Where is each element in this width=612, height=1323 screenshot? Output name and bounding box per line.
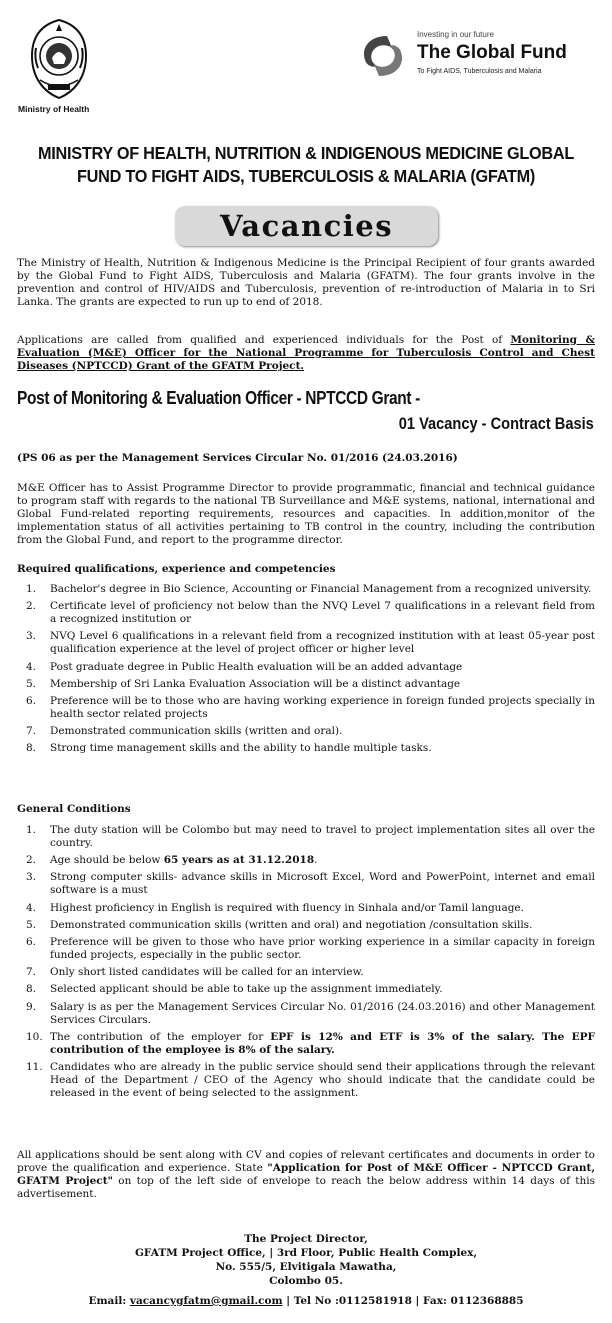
description-paragraph: M&E Officer has to Assist Programme Director to provide programmatic, financial and technical guidance to program staff with regards to the national TB Surveillance and M&E systems, national, international and Global Fund-related reporting requirements, resources and capacities. In addition,monitor of the implementation status of all activities pertaining to TB control in the country, including the contribution from the Global Fund, and report to the programme director.	[17, 482, 595, 546]
list-item	[17, 1061, 595, 1100]
list-text: Membership of Sri Lanka Evaluation Association will be a distinct advantage	[50, 677, 461, 690]
list-text: Demonstrated communication skills (written and oral) and negotiation /consultation skills.	[50, 918, 533, 931]
global-fund-subtitle: To Fight AIDS, Tuberculosis and Malaria	[417, 68, 542, 75]
conditions-list	[17, 824, 595, 1104]
list-text-pre: Age should be below	[50, 854, 164, 867]
contact-block	[0, 1232, 612, 1308]
global-fund-tagline: Investing in our future	[417, 30, 494, 39]
title-line-2: FUND TO FIGHT AIDS, TUBERCULOSIS & MALARIA (GFATM)	[77, 166, 535, 186]
list-item	[17, 1031, 595, 1057]
list-number: 2.	[26, 600, 37, 613]
contact-line-5	[0, 1294, 612, 1308]
list-number: 6.	[26, 694, 37, 707]
list-number: 4.	[26, 901, 37, 914]
list-text-post: .	[314, 854, 318, 867]
global-fund-swirl-icon	[357, 32, 409, 80]
list-item	[17, 983, 595, 996]
list-item	[17, 742, 595, 755]
contact-line-4: Colombo 05.	[269, 1275, 343, 1287]
list-item	[17, 661, 595, 674]
list-item	[17, 854, 595, 867]
list-item	[17, 600, 595, 626]
list-item	[17, 871, 595, 897]
list-text: Salary is as per the Management Services Circular No. 01/2016 (24.03.2016) and other Management Services Circulars.	[50, 1000, 595, 1026]
global-fund-logo	[357, 30, 597, 86]
closing-bold: "Application for Post of M&E Officer - NPTCCD Grant, GFATM Project"	[17, 1162, 595, 1187]
closing-prefix: All applications should be sent along with CV and copies of relevant certificates and documents in order to prove the qualification and experience. State	[17, 1149, 595, 1174]
list-number: 7.	[26, 725, 37, 738]
list-item	[17, 630, 595, 656]
intro-paragraph: The Ministry of Health, Nutrition & Indigenous Medicine is the Principal Recipient of four grants awarded by the Global Fund to Fight AIDS, Tuberculosis and Malaria (GFATM). The four grants involve in the prevention and control of HIV/AIDS and Tuberculosis, prevention of re-introduction of Malaria in to Sri Lanka. The grants are expected to run up to end of 2018.	[17, 257, 595, 308]
list-text-pre: The contribution of the employer for	[50, 1030, 271, 1043]
list-text: Demonstrated communication skills (written and oral).	[50, 725, 343, 738]
contact-line-2: GFATM Project Office, | 3rd Floor, Public Health Complex,	[134, 1247, 478, 1259]
list-text: Strong computer skills- advance skills in Microsoft Excel, Word and PowerPoint, internet and email software is a must	[50, 871, 595, 897]
list-item	[17, 583, 595, 596]
list-item	[17, 902, 595, 915]
list-number: 3.	[26, 871, 37, 884]
email-link[interactable]: vacancygfatm@gmail.com	[129, 1295, 283, 1307]
email-label: Email:	[88, 1295, 130, 1307]
list-number: 8.	[26, 983, 37, 996]
list-number: 4.	[26, 660, 37, 673]
list-text: Bachelor's degree in Bio Science, Accounting or Financial Management from a recognized university.	[50, 583, 592, 595]
list-number: 1.	[26, 583, 37, 595]
list-number: 10.	[26, 1030, 43, 1043]
list-text: Post graduate degree in Public Health evaluation will be an added advantage	[50, 660, 463, 673]
vacancies-banner: Vacancies	[175, 206, 438, 246]
list-item	[17, 695, 595, 721]
conditions-heading: General Conditions	[17, 803, 131, 815]
ps-line: (PS 06 as per the Management Services Circular No. 01/2016 (24.03.2016)	[17, 452, 458, 464]
list-text: Strong time management skills and the ability to handle multiple tasks.	[50, 742, 432, 755]
sri-lanka-emblem-icon	[26, 18, 92, 102]
ministry-label: Ministry of Health	[18, 104, 90, 114]
list-number: 3.	[26, 630, 37, 643]
list-text: The duty station will be Colombo but may need to travel to project implementation sites all over the country.	[50, 824, 595, 849]
qualifications-list	[17, 583, 595, 760]
phone-fax: | Tel No :0112581918 | Fax: 0112368885	[282, 1295, 524, 1307]
page-title	[31, 142, 582, 188]
list-item	[17, 824, 595, 850]
list-number: 11.	[26, 1060, 43, 1073]
list-number: 5.	[26, 918, 37, 931]
list-text: NVQ Level 6 qualifications in a relevant field from a recognized institution with at least 05-year post qualification experience at the level of project officer or higher level	[50, 630, 595, 656]
list-number: 1.	[26, 824, 37, 836]
list-text-bold: 65 years as at 31.12.2018	[163, 854, 315, 867]
list-text: Candidates who are already in the public service should send their applications through the relevant Head of the Department / CEO of the Agency who should indicate that the candidate could be released in the event of being selected to the assignment.	[50, 1060, 595, 1099]
closing-suffix: on top of the left side of envelope to reach the below address within 14 days of this advertisement.	[17, 1175, 595, 1200]
post-title: Post of Monitoring & Evaluation Officer - NPTCCD Grant -	[17, 388, 421, 408]
list-number: 8.	[26, 742, 37, 755]
list-item	[17, 1001, 595, 1027]
list-item	[17, 919, 595, 932]
list-text: Selected applicant should be able to take up the assignment immediately.	[50, 983, 443, 996]
list-item	[17, 966, 595, 979]
list-number: 2.	[26, 854, 37, 867]
list-number: 5.	[26, 677, 37, 690]
list-text: Only short listed candidates will be called for an interview.	[50, 966, 364, 979]
ministry-emblem-block	[18, 18, 102, 114]
header	[0, 0, 612, 130]
list-text: Highest proficiency in English is required with fluency in Sinhala and/or Tamil language.	[50, 901, 524, 914]
list-item	[17, 725, 595, 738]
list-text: Preference will be to those who are having working experience in foreign funded projects specially in health sector related projects	[50, 694, 595, 720]
list-text: Certificate level of proficiency not below than the NVQ Level 7 qualifications in a relevant field from a recognized institution or	[50, 600, 595, 626]
list-text-bold: EPF is 12% and ETF is 3% of the salary. The EPF contribution of the employee is 8% of the salary.	[50, 1030, 595, 1056]
global-fund-name: The Global Fund	[417, 42, 567, 63]
list-number: 9.	[26, 1000, 37, 1013]
list-number: 6.	[26, 935, 37, 948]
qualifications-heading: Required qualifications, experience and competencies	[17, 563, 336, 575]
list-item	[17, 936, 595, 962]
call-paragraph	[17, 334, 595, 373]
list-text: Preference will be given to those who have prior working experience in a similar capacity in foreign funded projects, especially in the public sector.	[50, 935, 595, 961]
call-prefix: Applications are called from qualified and experienced individuals for the Post of	[17, 334, 511, 346]
list-number: 7.	[26, 966, 37, 979]
contact-line-3: No. 555/5, Elvitigala Mawatha,	[215, 1261, 397, 1273]
title-line-1: MINISTRY OF HEALTH, NUTRITION & INDIGENOUS MEDICINE GLOBAL	[38, 143, 574, 163]
contact-line-1: The Project Director,	[244, 1233, 368, 1245]
closing-paragraph	[17, 1149, 595, 1201]
call-post-name: Monitoring & Evaluation (M&E) Officer for the National Programme for Tuberculosis Control and Chest Diseases (NPTCCD) Grant of the GFATM Project.	[17, 334, 595, 372]
vacancy-line: 01 Vacancy - Contract Basis	[398, 414, 594, 433]
list-item	[17, 678, 595, 691]
